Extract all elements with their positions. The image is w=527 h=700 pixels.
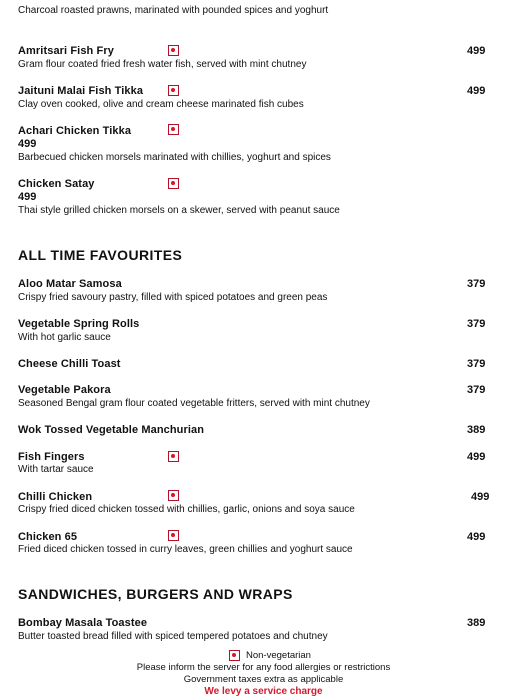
item-name: Vegetable Spring Rolls	[18, 318, 140, 330]
section-title: ALL TIME FAVOURITES	[18, 247, 183, 263]
item-price: 389	[467, 617, 486, 629]
allergy-note: Please inform the server for any food allergies or restrictions	[136, 662, 391, 673]
item-name: Wok Tossed Vegetable Manchurian	[18, 424, 205, 436]
item-description: Crispy fried savoury pastry, filled with spiced potatoes and green peas	[18, 292, 328, 303]
non-veg-marker-icon	[168, 178, 179, 189]
non-veg-marker-icon	[168, 451, 179, 462]
non-veg-marker-icon	[229, 650, 240, 661]
item-price: 389	[467, 424, 486, 436]
item-price: 379	[467, 358, 486, 370]
non-veg-marker-icon	[168, 530, 179, 541]
item-name: Amritsari Fish Fry	[18, 45, 114, 57]
item-price: 499	[467, 451, 486, 463]
item-name: Vegetable Pakora	[18, 384, 111, 396]
legend-non-veg: Non-vegetarian	[246, 650, 311, 661]
item-price: 379	[467, 318, 486, 330]
non-veg-marker-icon	[168, 124, 179, 135]
item-name: Chicken Satay	[18, 178, 95, 190]
item-description: Gram flour coated fried fresh water fish, served with mint chutney	[18, 59, 307, 70]
item-name: Chicken 65	[18, 531, 78, 543]
item-price: 499	[467, 45, 486, 57]
service-charge-note: We levy a service charge	[204, 686, 323, 697]
item-price: 499	[471, 491, 490, 503]
item-description: Crispy fried diced chicken tossed with chillies, garlic, onions and soya sauce	[18, 504, 355, 515]
item-name: Bombay Masala Toastee	[18, 617, 148, 629]
non-veg-marker-icon	[168, 45, 179, 56]
item-description: Barbecued chicken morsels marinated with chillies, yoghurt and spices	[18, 152, 331, 163]
item-name: Achari Chicken Tikka	[18, 125, 132, 137]
item-price: 379	[467, 384, 486, 396]
item-description: With hot garlic sauce	[18, 332, 111, 343]
item-description: Clay oven cooked, olive and cream cheese marinated fish cubes	[18, 99, 304, 110]
item-price: 499	[467, 85, 486, 97]
item-description: With tartar sauce	[18, 464, 94, 475]
item-price: 499	[467, 531, 486, 543]
item-name: Cheese Chilli Toast	[18, 358, 121, 370]
item-price: 499	[18, 191, 37, 203]
item-description: Butter toasted bread filled with spiced tempered potatoes and chutney	[18, 631, 328, 642]
item-price: 499	[18, 138, 37, 150]
item-description: Seasoned Bengal gram flour coated vegetable fritters, served with mint chutney	[18, 398, 370, 409]
item-name: Chilli Chicken	[18, 491, 93, 503]
item-name: Jaituni Malai Fish Tikka	[18, 85, 144, 97]
item-description: Charcoal roasted prawns, marinated with pounded spices and yoghurt	[18, 5, 329, 16]
tax-note: Government taxes extra as applicable	[183, 674, 344, 685]
non-veg-marker-icon	[168, 85, 179, 96]
item-price: 379	[467, 278, 486, 290]
item-description: Thai style grilled chicken morsels on a skewer, served with peanut sauce	[18, 205, 340, 216]
item-name: Aloo Matar Samosa	[18, 278, 122, 290]
item-name: Fish Fingers	[18, 451, 85, 463]
item-description: Fried diced chicken tossed in curry leaves, green chillies and yoghurt sauce	[18, 544, 353, 555]
section-title: SANDWICHES, BURGERS AND WRAPS	[18, 586, 293, 602]
non-veg-marker-icon	[168, 490, 179, 501]
